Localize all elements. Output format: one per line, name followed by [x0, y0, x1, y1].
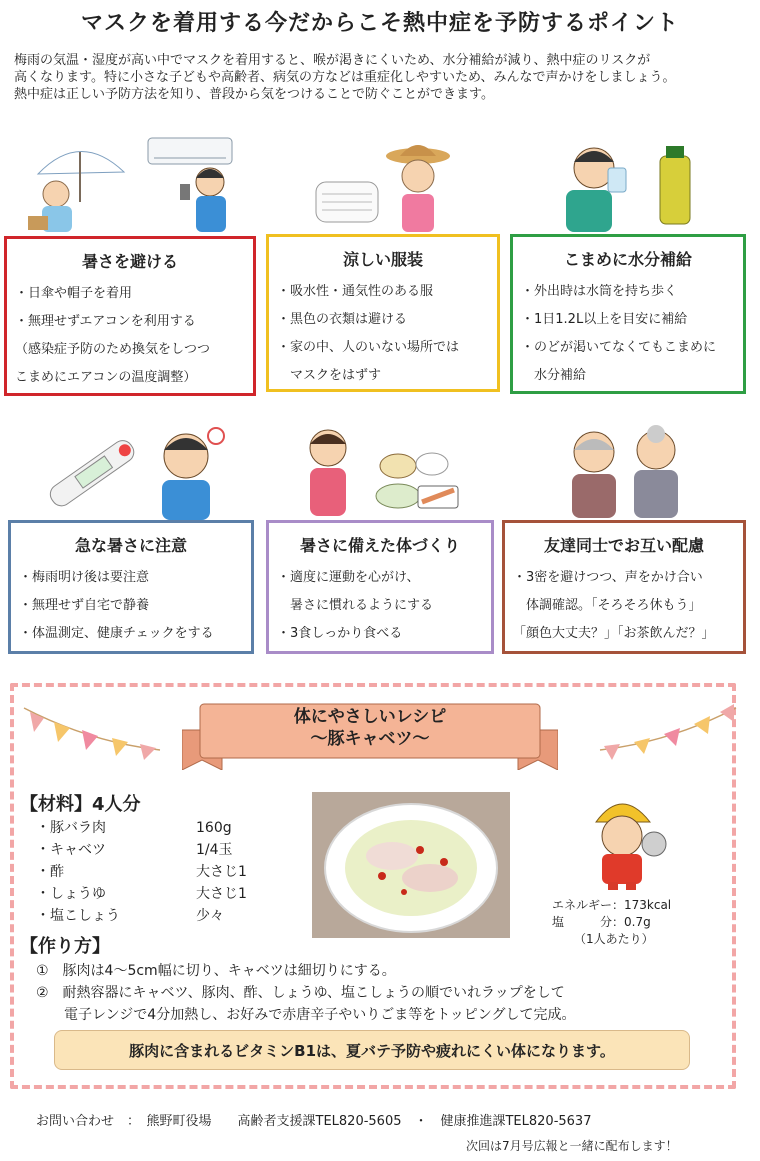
intro-line: 高くなります。特に小さな子どもや高齢者、病気の方などは重症化しやすいため、みんなで声かけをしましょう。 — [14, 70, 676, 85]
ingredients-list — [36, 817, 276, 927]
method-step: ① 豚肉は4～5cm幅に切り、キャベツは細切りにする。 — [36, 963, 396, 979]
card-avoid-heat — [4, 236, 256, 396]
ingredient-name: ・しょうゆ — [36, 886, 106, 902]
mascot-chef-illustration — [578, 792, 668, 892]
card-item: こまめにエアコンの温度調整） — [15, 370, 197, 385]
vitamin-note: 豚肉に含まれるビタミンB1は、夏バテ予防や疲れにくい体になります。 — [54, 1030, 690, 1070]
card-item: （感染症予防のため換気をしつつ — [15, 342, 211, 357]
card-item: ・3食しっかり食べる — [277, 626, 403, 641]
card-item: 体調確認。「そろそろ休もう」 — [513, 598, 702, 613]
card-item: ・3密を避けつつ、声をかけ合い — [513, 570, 703, 585]
card-title: 友達同士でお互い配慮 — [543, 536, 704, 555]
nutrition-energy: エネルギー：173kcal — [552, 898, 672, 912]
recipe-banner-line: 体にやさしいレシピ — [293, 707, 447, 727]
bunting-right-decoration — [590, 690, 740, 760]
card-item: 水分補給 — [521, 368, 587, 383]
card-cool-clothing — [266, 234, 500, 392]
ingredient-name: ・豚バラ肉 — [36, 820, 106, 836]
card-hydration — [510, 234, 746, 394]
card-item: ・無理せずエアコンを利用する — [15, 314, 196, 329]
ingredient-name: ・酢 — [36, 864, 64, 880]
nutrition-salt: 塩 分：0.7g — [552, 915, 651, 929]
card-title: 暑さに備えた体づくり — [299, 536, 460, 555]
elderly-couple-illustration — [560, 424, 690, 518]
ingredient-row — [36, 883, 276, 905]
ingredient-name: ・塩こしょう — [36, 908, 120, 924]
contact-info: お問い合わせ ： 熊野町役場 高齢者支援課TEL820-5605 ・ 健康推進課TEL820-5637 — [36, 1114, 592, 1129]
card-item: ・外出時は水筒を持ち歩く — [521, 284, 678, 299]
method-step: ② 耐熱容器にキャベツ、豚肉、酢、しょうゆ、塩こしょうの順でいれラップをして — [36, 985, 565, 1001]
card-sudden-heat — [8, 520, 254, 654]
pork-cabbage-dish-photo — [312, 792, 510, 938]
ingredient-amount: 大さじ1 — [196, 886, 247, 902]
card-title: 涼しい服装 — [342, 250, 423, 269]
next-issue-note: 次回は7月号広報と一緒に配布します！ — [466, 1139, 678, 1153]
recipe-banner-line: ～豚キャベツ～ — [310, 729, 430, 749]
card-item: ・家の中、人のいない場所では — [277, 340, 460, 355]
mask-girl-illustration — [312, 138, 452, 232]
ingredient-amount: 160g — [196, 820, 232, 836]
exercise-meal-illustration — [294, 424, 464, 518]
page-title: マスクを着用する今だからこそ熱中症を予防するポイント — [80, 11, 679, 36]
intro-line: 梅雨の気温・湿度が高い中でマスクを着用すると、喉が渇きにくいため、水分補給が減り、熱中症のリスクが — [14, 53, 651, 68]
card-item: ・適度に運動を心がけ、 — [277, 570, 420, 585]
intro-text — [14, 52, 754, 103]
card-item: ・吸水性・通気性のある服 — [277, 284, 434, 299]
card-item: 「顔色大丈夫？」「お茶飲んだ？」 — [513, 626, 715, 641]
ingredient-amount: 少々 — [196, 908, 224, 924]
card-item: ・のどが渇いてなくてもこまめに — [521, 340, 717, 355]
card-title: こまめに水分補給 — [563, 250, 692, 269]
card-title: 暑さを避ける — [81, 252, 178, 271]
ingredient-row — [36, 817, 276, 839]
card-item: ・無理せず自宅で静養 — [19, 598, 150, 613]
recipe-banner-title — [182, 706, 558, 750]
ingredient-row — [36, 861, 276, 883]
ingredient-amount: 1/4玉 — [196, 842, 233, 858]
nutrition-per-person: （1人あたり） — [574, 932, 654, 946]
ingredient-row — [36, 905, 276, 927]
drinking-boy-illustration — [556, 140, 706, 232]
ingredient-amount: 大さじ1 — [196, 864, 247, 880]
ingredients-heading: 【材料】4人分 — [20, 794, 141, 815]
card-item: マスクをはずす — [277, 368, 382, 383]
bunting-left-decoration — [20, 690, 170, 760]
card-mutual-care — [502, 520, 746, 654]
card-title: 急な暑さに注意 — [74, 536, 187, 555]
card-item: ・黒色の衣類は避ける — [277, 312, 408, 327]
card-body-preparation — [266, 520, 494, 654]
card-item: ・梅雨明け後は要注意 — [19, 570, 150, 585]
thermometer-boy-illustration — [36, 420, 236, 520]
card-item: ・1日1.2L以上を目安に補給 — [521, 312, 688, 327]
method-step: 電子レンジで4分加熱し、お好みで赤唐辛子やいりごま等をトッピングして完成。 — [36, 1007, 576, 1023]
card-item: ・日傘や帽子を着用 — [15, 286, 133, 301]
card-item: ・体温測定、健康チェックをする — [19, 626, 214, 641]
card-item: 暑さに慣れるようにする — [277, 598, 434, 613]
method-steps — [36, 960, 576, 1026]
method-heading: 【作り方】 — [20, 936, 110, 957]
parasol-aircon-illustration — [20, 132, 250, 232]
intro-line: 熱中症は正しい予防方法を知り、普段から気をつけることで防ぐことができます。 — [14, 87, 494, 102]
ingredient-name: ・キャベツ — [36, 842, 106, 858]
nutrition-info — [552, 897, 671, 948]
ingredient-row — [36, 839, 276, 861]
